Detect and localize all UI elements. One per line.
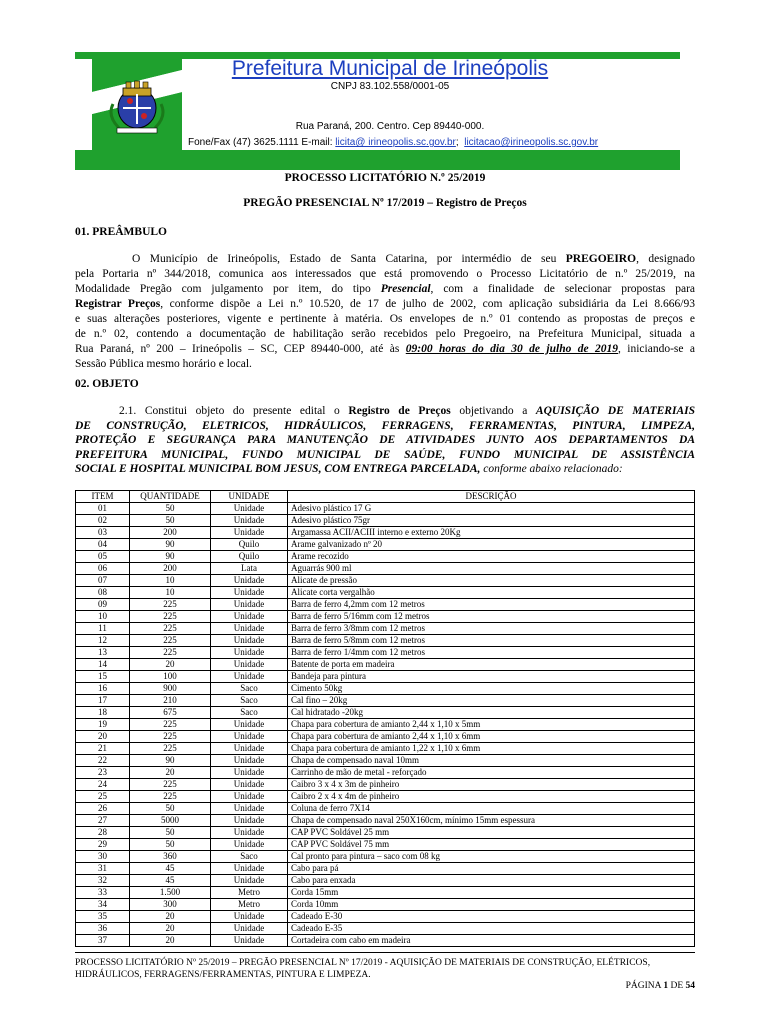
cell-unidade: Unidade <box>211 827 288 839</box>
cell-descricao: Cal hidratado -20kg <box>288 707 695 719</box>
cell-quantidade: 200 <box>130 563 211 575</box>
session-datetime: 09:00 horas do dia 30 de julho de 2019 <box>405 343 619 355</box>
table-header-row <box>76 491 695 503</box>
cell-unidade: Unidade <box>211 635 288 647</box>
cell-descricao: Arame recozido <box>288 551 695 563</box>
preambulo-text: Modalidade Pregão com julgamento por item, do tipo <box>75 283 381 295</box>
cell-item: 30 <box>76 851 130 863</box>
cell-item: 19 <box>76 719 130 731</box>
cell-descricao: Chapa de compensado naval 10mm <box>288 755 695 767</box>
table-row <box>76 767 695 779</box>
cell-unidade: Unidade <box>211 935 288 947</box>
cell-item: 36 <box>76 923 130 935</box>
cell-unidade: Unidade <box>211 623 288 635</box>
cell-item: 03 <box>76 527 130 539</box>
cell-quantidade: 360 <box>130 851 211 863</box>
cell-unidade: Saco <box>211 695 288 707</box>
cell-descricao: CAP PVC Soldável 25 mm <box>288 827 695 839</box>
table-row <box>76 647 695 659</box>
cell-quantidade: 225 <box>130 623 211 635</box>
cell-quantidade: 225 <box>130 791 211 803</box>
cell-quantidade: 225 <box>130 743 211 755</box>
cell-quantidade: 45 <box>130 863 211 875</box>
cell-item: 18 <box>76 707 130 719</box>
table-row <box>76 827 695 839</box>
cell-item: 32 <box>76 875 130 887</box>
items-table <box>75 490 695 947</box>
preambulo-heading: 01. PREÂMBULO <box>75 226 167 238</box>
cell-item: 25 <box>76 791 130 803</box>
cell-descricao: Cimento 50kg <box>288 683 695 695</box>
cell-descricao: CAP PVC Soldável 75 mm <box>288 839 695 851</box>
preambulo-paragraph <box>75 252 695 372</box>
cell-descricao: Corda 10mm <box>288 899 695 911</box>
preambulo-text: e suas alterações posteriores, vigente e pertinente à matéria. Os envelopes de n.º 01 contendo as propostas de preços e <box>75 313 695 325</box>
cell-item: 15 <box>76 671 130 683</box>
cell-quantidade: 225 <box>130 635 211 647</box>
preambulo-text: O Município de Irineópolis, Estado de Santa Catarina, por intermédio de seu <box>132 253 566 265</box>
cell-descricao: Corda 15mm <box>288 887 695 899</box>
cell-item: 20 <box>76 731 130 743</box>
cell-descricao: Alicate de pressão <box>288 575 695 587</box>
table-row <box>76 671 695 683</box>
cell-quantidade: 10 <box>130 587 211 599</box>
table-body <box>76 503 695 947</box>
cell-quantidade: 225 <box>130 779 211 791</box>
cell-item: 16 <box>76 683 130 695</box>
table-row <box>76 503 695 515</box>
table-row <box>76 851 695 863</box>
cell-unidade: Unidade <box>211 911 288 923</box>
cell-quantidade: 225 <box>130 599 211 611</box>
objeto-text: 2.1. Constitui objeto do presente edital o <box>119 405 349 417</box>
cell-quantidade: 45 <box>130 875 211 887</box>
objeto-emphasis: DE CONSTRUÇÃO, ELETRICOS, HIDRÁULICOS, FERRAGENS, FERRAMENTAS, PINTURA, LIMPEZA, <box>75 419 695 432</box>
cell-quantidade: 90 <box>130 551 211 563</box>
column-header-descricao: DESCRIÇÃO <box>288 491 695 503</box>
cell-unidade: Unidade <box>211 923 288 935</box>
cell-descricao: Cabo para pá <box>288 863 695 875</box>
cell-item: 21 <box>76 743 130 755</box>
cell-item: 10 <box>76 611 130 623</box>
cell-item: 33 <box>76 887 130 899</box>
cell-item: 37 <box>76 935 130 947</box>
cell-quantidade: 20 <box>130 659 211 671</box>
table-row <box>76 875 695 887</box>
cell-quantidade: 50 <box>130 827 211 839</box>
cell-item: 27 <box>76 815 130 827</box>
cell-quantidade: 10 <box>130 575 211 587</box>
table-row <box>76 515 695 527</box>
cell-unidade: Unidade <box>211 767 288 779</box>
page-total: 54 <box>685 981 695 991</box>
cell-item: 31 <box>76 863 130 875</box>
cell-unidade: Unidade <box>211 743 288 755</box>
cell-descricao: Aguarrás 900 ml <box>288 563 695 575</box>
objeto-paragraph <box>75 404 695 477</box>
objeto-emphasis: PROTEÇÃO E SEGURANÇA PARA MANUTENÇÃO DE ATIVIDADES JUNTO AOS DEPARTAMENTOS DA <box>75 434 695 447</box>
preambulo-text: Sessão Pública mesmo horário e local. <box>75 358 252 370</box>
table-row <box>76 623 695 635</box>
cell-item: 23 <box>76 767 130 779</box>
cell-unidade: Saco <box>211 683 288 695</box>
cell-descricao: Caibro 2 x 4 x 4m de pinheiro <box>288 791 695 803</box>
cell-unidade: Saco <box>211 707 288 719</box>
cell-descricao: Cortadeira com cabo em madeira <box>288 935 695 947</box>
cell-descricao: Batente de porta em madeira <box>288 659 695 671</box>
cell-unidade: Saco <box>211 851 288 863</box>
cell-quantidade: 20 <box>130 923 211 935</box>
cell-quantidade: 225 <box>130 719 211 731</box>
preambulo-text: , iniciando-se a <box>618 343 696 355</box>
objeto-emphasis: PREFEITURA MUNICIPAL, FUNDO MUNICIPAL DE SAÚDE, FUNDO MUNICIPAL DE ASSISTÊNCIA <box>75 448 695 461</box>
cell-descricao: Chapa para cobertura de amianto 2,44 x 1,10 x 6mm <box>288 731 695 743</box>
cell-unidade: Quilo <box>211 539 288 551</box>
table-row <box>76 563 695 575</box>
table-row <box>76 803 695 815</box>
cnpj-text: CNPJ 83.102.558/0001-05 <box>330 81 450 92</box>
cell-unidade: Unidade <box>211 503 288 515</box>
cell-quantidade: 900 <box>130 683 211 695</box>
header-bottom-bar <box>75 150 680 170</box>
table-row <box>76 791 695 803</box>
process-title: PROCESSO LICITATÓRIO N.º 25/2019 <box>284 172 486 184</box>
cell-unidade: Unidade <box>211 731 288 743</box>
page-number <box>600 981 695 991</box>
preambulo-text: Rua Paraná, nº 200 – Irineópolis – SC, CEP 89440-000, até às <box>75 343 406 355</box>
cell-descricao: Chapa para cobertura de amianto 1,22 x 1,10 x 6mm <box>288 743 695 755</box>
cell-unidade: Lata <box>211 563 288 575</box>
cell-item: 24 <box>76 779 130 791</box>
column-header-quantidade: QUANTIDADE <box>130 491 211 503</box>
preambulo-text: , com a finalidade de selecionar propostas para <box>430 283 696 295</box>
cell-unidade: Unidade <box>211 755 288 767</box>
table-row <box>76 635 695 647</box>
cell-descricao: Bandeja para pintura <box>288 671 695 683</box>
cell-quantidade: 50 <box>130 503 211 515</box>
table-row <box>76 551 695 563</box>
table-row <box>76 599 695 611</box>
cell-descricao: Chapa para cobertura de amianto 2,44 x 1,10 x 5mm <box>288 719 695 731</box>
table-row <box>76 695 695 707</box>
cell-descricao: Arame galvanizado nº 20 <box>288 539 695 551</box>
cell-descricao: Adesivo plástico 17 G <box>288 503 695 515</box>
cell-unidade: Unidade <box>211 527 288 539</box>
contact-line <box>150 137 748 149</box>
cell-item: 14 <box>76 659 130 671</box>
table-row <box>76 923 695 935</box>
phone-text: Fone/Fax (47) 3625.1111 E-mail: <box>188 137 336 148</box>
presencial-term: Presencial <box>380 283 431 295</box>
cell-unidade: Unidade <box>211 839 288 851</box>
cell-unidade: Metro <box>211 887 288 899</box>
cell-quantidade: 210 <box>130 695 211 707</box>
cell-item: 09 <box>76 599 130 611</box>
table-row <box>76 815 695 827</box>
column-header-item: ITEM <box>76 491 130 503</box>
table-row <box>76 719 695 731</box>
cell-unidade: Unidade <box>211 875 288 887</box>
cell-descricao: Argamassa ACII/ACIII interno e externo 20Kg <box>288 527 695 539</box>
cell-quantidade: 225 <box>130 731 211 743</box>
table-row <box>76 743 695 755</box>
cell-descricao: Coluna de ferro 7X14 <box>288 803 695 815</box>
cell-quantidade: 675 <box>130 707 211 719</box>
address-text: Rua Paraná, 200. Centro. Cep 89440-000. <box>295 121 485 132</box>
cell-unidade: Unidade <box>211 779 288 791</box>
cell-item: 17 <box>76 695 130 707</box>
cell-unidade: Unidade <box>211 863 288 875</box>
cell-item: 11 <box>76 623 130 635</box>
page-of: DE <box>668 981 686 991</box>
cell-descricao: Barra de ferro 5/16mm com 12 metros <box>288 611 695 623</box>
table-row <box>76 575 695 587</box>
table-row <box>76 707 695 719</box>
cell-unidade: Unidade <box>211 803 288 815</box>
cell-item: 01 <box>76 503 130 515</box>
cell-descricao: Barra de ferro 5/8mm com 12 metros <box>288 635 695 647</box>
cell-item: 02 <box>76 515 130 527</box>
cell-quantidade: 20 <box>130 935 211 947</box>
cell-descricao: Barra de ferro 1/4mm com 12 metros <box>288 647 695 659</box>
cell-item: 26 <box>76 803 130 815</box>
page-title: Prefeitura Municipal de Irineópolis <box>231 57 549 80</box>
preambulo-text: , designado <box>636 253 695 265</box>
table-row <box>76 527 695 539</box>
table-row <box>76 839 695 851</box>
cell-quantidade: 50 <box>130 803 211 815</box>
cell-item: 13 <box>76 647 130 659</box>
preambulo-text: , conforme dispõe a Lei n.º 10.520, de 17 de julho de 2002, com aplicação subsidiária da Lei 8.666/93 <box>160 298 695 310</box>
cell-unidade: Quilo <box>211 551 288 563</box>
cell-quantidade: 5000 <box>130 815 211 827</box>
table-row <box>76 683 695 695</box>
cell-item: 34 <box>76 899 130 911</box>
table-row <box>76 731 695 743</box>
cell-item: 04 <box>76 539 130 551</box>
table-row <box>76 863 695 875</box>
table-row <box>76 659 695 671</box>
cell-descricao: Cadeado E-30 <box>288 911 695 923</box>
cell-quantidade: 90 <box>130 539 211 551</box>
cell-item: 12 <box>76 635 130 647</box>
email-link-licita[interactable]: licita@ irineopolis.sc.gov.br <box>335 137 456 148</box>
cell-item: 28 <box>76 827 130 839</box>
objeto-text: objetivando a <box>450 405 536 417</box>
cell-descricao: Barra de ferro 3/8mm com 12 metros <box>288 623 695 635</box>
cell-unidade: Unidade <box>211 791 288 803</box>
cell-unidade: Unidade <box>211 611 288 623</box>
table-row <box>76 587 695 599</box>
page-label: PÁGINA <box>625 981 664 991</box>
cell-unidade: Unidade <box>211 587 288 599</box>
cell-item: 05 <box>76 551 130 563</box>
table-row <box>76 935 695 947</box>
cell-unidade: Unidade <box>211 815 288 827</box>
table-row <box>76 899 695 911</box>
cell-item: 07 <box>76 575 130 587</box>
table-row <box>76 779 695 791</box>
cell-quantidade: 300 <box>130 899 211 911</box>
cell-descricao: Carrinho de mão de metal - reforçado <box>288 767 695 779</box>
cell-quantidade: 20 <box>130 767 211 779</box>
cell-unidade: Unidade <box>211 719 288 731</box>
cell-unidade: Unidade <box>211 647 288 659</box>
email-separator: ; <box>455 137 459 148</box>
cell-item: 08 <box>76 587 130 599</box>
cell-quantidade: 1.500 <box>130 887 211 899</box>
cell-item: 35 <box>76 911 130 923</box>
cell-quantidade: 50 <box>130 515 211 527</box>
objeto-emphasis: AQUISIÇÃO DE MATERIAIS <box>535 405 695 417</box>
cell-quantidade: 100 <box>130 671 211 683</box>
cell-unidade: Unidade <box>211 515 288 527</box>
table-row <box>76 611 695 623</box>
table-row <box>76 911 695 923</box>
cell-unidade: Unidade <box>211 575 288 587</box>
cell-item: 06 <box>76 563 130 575</box>
email-link-licitacao[interactable]: licitacao@irineopolis.sc.gov.br <box>464 137 599 148</box>
preambulo-text: pela Portaria nº 344/2018, comunica aos interessados que está promovendo o Processo Licitatório de n.º 25/2019, na <box>75 268 695 280</box>
objeto-emphasis: SOCIAL E HOSPITAL MUNICIPAL BOM JESUS, COM ENTREGA PARCELADA, <box>75 463 481 476</box>
cell-quantidade: 20 <box>130 911 211 923</box>
table-row <box>76 887 695 899</box>
objeto-heading: 02. OBJETO <box>75 378 139 390</box>
cell-descricao: Adesivo plástico 75gr <box>288 515 695 527</box>
registrar-precos-term: Registrar Preços <box>75 298 161 310</box>
registro-precos-term: Registro de Preços <box>348 405 451 417</box>
table-row <box>76 755 695 767</box>
footer-text: PROCESSO LICITATÓRIO Nº 25/2019 – PREGÃO PRESENCIAL Nº 17/2019 - AQUISIÇÃO DE MATERIAIS DE CONSTRUÇÃO, ELÉTRICOS, HIDRÁULICOS, FERRAGENS/FERRAMENTAS, PINTURA E LIMPEZA. <box>75 958 651 980</box>
cell-quantidade: 225 <box>130 611 211 623</box>
cell-descricao: Cal pronto para pintura – saco com 08 kg <box>288 851 695 863</box>
cell-descricao: Caibro 3 x 4 x 3m de pinheiro <box>288 779 695 791</box>
cell-quantidade: 50 <box>130 839 211 851</box>
cell-quantidade: 225 <box>130 647 211 659</box>
cell-descricao: Alicate corta vergalhão <box>288 587 695 599</box>
cell-quantidade: 200 <box>130 527 211 539</box>
cell-quantidade: 90 <box>130 755 211 767</box>
cell-descricao: Cal fino – 20kg <box>288 695 695 707</box>
footer-divider <box>75 952 695 953</box>
cell-unidade: Unidade <box>211 671 288 683</box>
cell-unidade: Unidade <box>211 599 288 611</box>
cell-item: 29 <box>76 839 130 851</box>
column-header-unidade: UNIDADE <box>211 491 288 503</box>
cell-unidade: Metro <box>211 899 288 911</box>
objeto-text: conforme abaixo relacionado: <box>480 463 623 476</box>
pregao-title: PREGÃO PRESENCIAL Nº 17/2019 – Registro de Preços <box>243 197 527 209</box>
cell-item: 22 <box>76 755 130 767</box>
pregoeiro-term: PREGOEIRO <box>565 253 637 265</box>
cell-descricao: Barra de ferro 4,2mm com 12 metros <box>288 599 695 611</box>
cell-descricao: Cadeado E-35 <box>288 923 695 935</box>
preambulo-text: de n.º 02, contendo a documentação de habilitação serão recebidos pelo Pregoeiro, na Prefeitura Municipal, situada a <box>75 328 695 340</box>
page-current: 1 <box>663 981 669 991</box>
cell-descricao: Chapa de compensado naval 250X160cm, mínimo 15mm espessura <box>288 815 695 827</box>
table-row <box>76 539 695 551</box>
cell-unidade: Unidade <box>211 659 288 671</box>
cell-descricao: Cabo para enxada <box>288 875 695 887</box>
